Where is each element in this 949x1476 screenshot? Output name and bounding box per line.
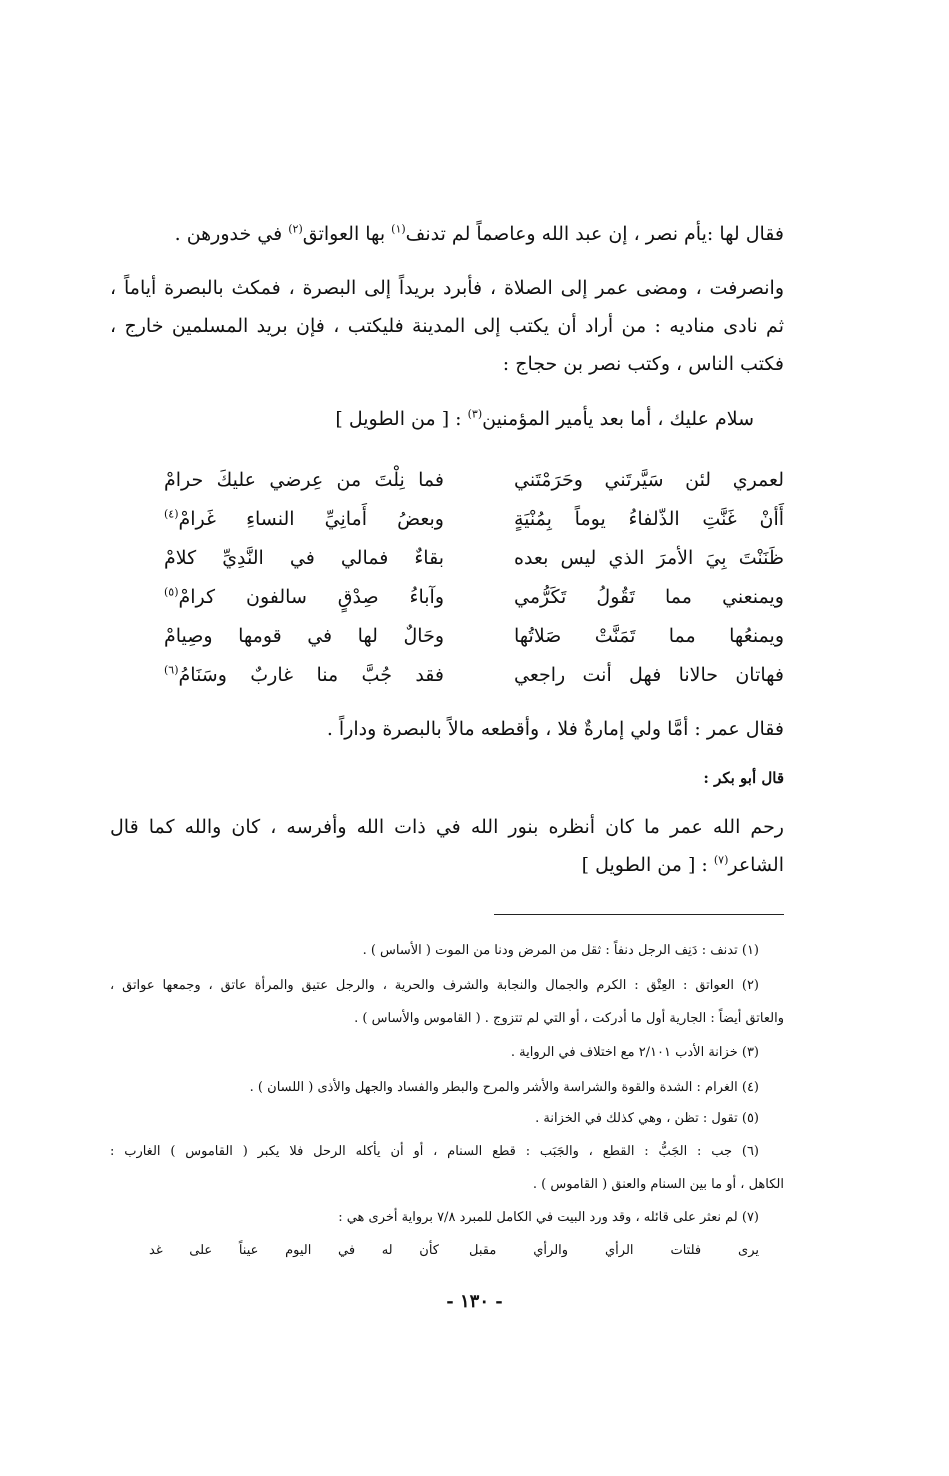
footnote-verse xyxy=(149,1240,759,1262)
poem-verse xyxy=(164,655,784,694)
hemistich-text: وبعضُ أَمانِيِّ النساءِ غَرامْ xyxy=(178,507,444,530)
hemistich-second: كأن له في اليوم عيناً على غد xyxy=(149,1243,439,1258)
hemistich-text: وآباءُ صِدْقٍ سالفون كرامْ xyxy=(178,585,444,608)
poem-verse xyxy=(164,616,784,655)
footnote-6: (٦) جب : الجَبُّ : القطع ، والجَبَب : قطع السنام ، أو أن يأكله الرحل فلا يكبر ( القاموس ) الغارب : xyxy=(110,1144,759,1159)
poem-verse xyxy=(164,499,784,538)
footnote-ref-3[interactable]: (٣) xyxy=(467,407,483,421)
hemistich-second xyxy=(164,508,444,530)
page-number: - ١٣٠ - xyxy=(446,1291,503,1312)
paragraph-after-poem: فقال عمر : أمَّا ولي إمارةٌ فلا ، وأقطعه مالاً بالبصرة وداراً . xyxy=(326,718,784,740)
footnote-separator xyxy=(494,914,784,915)
footnote-7: (٧) لم نعثر على قائله ، وقد ورد البيت في الكامل للمبرد ٧/٨ برواية أخرى هي : xyxy=(338,1210,759,1225)
footnote-2: (٢) العواتق : العِتْق : الكرم والجمال والنجابة والشرف والحرية ، والرجل عتيق والمرأة عاتق ، وجمعها عواتق ، xyxy=(110,978,759,993)
footnote-2-continued: والعاتق أيضاً : الجارية أول ما أدركت ، أو التي لم تتزوج . ( القاموس والأساس ) . xyxy=(354,1011,784,1026)
hemistich-text: بقاءٌ فمالي في النَّدِيِّ كلامْ xyxy=(164,546,444,569)
hemistich-first: ويمنعُها مما تَمَنَّتْ صَلاتُها xyxy=(514,624,784,647)
paragraph-line: رحم الله عمر ما كان أنظره بنور الله في ذات الله وأفرسه ، كان والله كما قال xyxy=(110,816,784,838)
hemistich-second xyxy=(164,469,444,491)
paragraph-line: فكتب الناس ، وكتب نصر بن حجاج : xyxy=(502,353,784,375)
paragraph-line xyxy=(110,850,784,880)
section-heading: قال أبو بكر : xyxy=(703,769,784,787)
paragraph-line: وانصرفت ، ومضى عمر إلى الصلاة ، فأبرد بريداً إلى البصرة ، فمكث بالبصرة أياماً ، xyxy=(110,277,784,299)
paragraph-opening xyxy=(110,219,784,249)
hemistich-text: فقد جُبَّ منا غاربٌ وسَنَامُ xyxy=(178,663,444,686)
footnote-3: (٣) خزانة الأدب ٢/١٠١ مع اختلاف في الرواية . xyxy=(510,1045,759,1060)
meter-label: : [ من الطويل ] xyxy=(335,408,468,430)
meter-label: : [ من الطويل ] xyxy=(581,854,714,876)
text-run: بها العواتق xyxy=(302,223,392,245)
text-run: سلام عليك ، أما بعد يأمير المؤمنين xyxy=(482,408,754,430)
footnote-ref-4[interactable]: (٤) xyxy=(164,507,179,521)
footnote-1: (١) تدنف : دَنِف الرجل دنفاً : ثقل من المرض ودنا من الموت ( الأساس ) . xyxy=(362,943,759,958)
hemistich-text: فما نِلْتَ من عِرضي عليكَ حرامْ xyxy=(164,468,444,491)
footnote-ref-7[interactable]: (٧) xyxy=(713,853,729,867)
hemistich-first: ظَنَنْتَ بِيَ الأمرَ الذي ليس بعده xyxy=(514,546,784,569)
poem-verse xyxy=(164,460,784,499)
poem-verse xyxy=(164,577,784,616)
hemistich-first: يرى فلتات الرأي والرأي مقبل xyxy=(469,1243,759,1258)
footnote-6-continued: الكاهل ، أو ما بين السنام والعنق ( القاموس ) . xyxy=(532,1177,784,1192)
poem xyxy=(164,460,784,694)
poem-verse xyxy=(164,538,784,577)
hemistich-second xyxy=(164,547,444,569)
salutation-line xyxy=(110,404,754,434)
hemistich-second xyxy=(164,625,444,647)
hemistich-first: فهاتان حالانا فهل أنت راجعي xyxy=(514,663,784,686)
text-run: في خدورهن . xyxy=(174,223,289,245)
footnote-4: (٤) الغرام : الشدة والقوة والشراسة والأشر والمرح والبطر والفساد والجهل والأذى ( اللسان ) . xyxy=(249,1080,759,1095)
footnote-ref-1[interactable]: (١) xyxy=(391,222,406,236)
hemistich-second xyxy=(164,586,444,608)
paragraph-line: ثم نادى مناديه : من أراد أن يكتب إلى المدينة فليكتب ، فإن بريد المسلمين خارج ، xyxy=(110,315,784,337)
hemistich-first: ويمنعني مما تَقُولُ تَكَرُّمي xyxy=(514,585,784,608)
footnote-ref-5[interactable]: (٥) xyxy=(164,585,179,599)
hemistich-first: لعمري لئن سَيَّرتَني وحَرَمْتَني xyxy=(514,468,784,491)
text-run: فقال لها :يأم نصر ، إن عبد الله وعاصماً لم تدنف xyxy=(405,223,784,245)
hemistich-second xyxy=(164,664,444,686)
hemistich-first: أَأنْ غَنَّتِ الذّلفاءُ يوماً بِمُنْيَةٍ xyxy=(514,507,784,530)
hemistich-text: وحَالٌ لها في قومها وصِيامْ xyxy=(164,624,444,647)
footnote-ref-2[interactable]: (٢) xyxy=(288,222,303,236)
footnote-5: (٥) تقول : تظن ، وهي كذلك في الخزانة . xyxy=(535,1111,759,1126)
footnote-ref-6[interactable]: (٦) xyxy=(164,663,179,677)
text-run: الشاعر xyxy=(728,854,784,876)
